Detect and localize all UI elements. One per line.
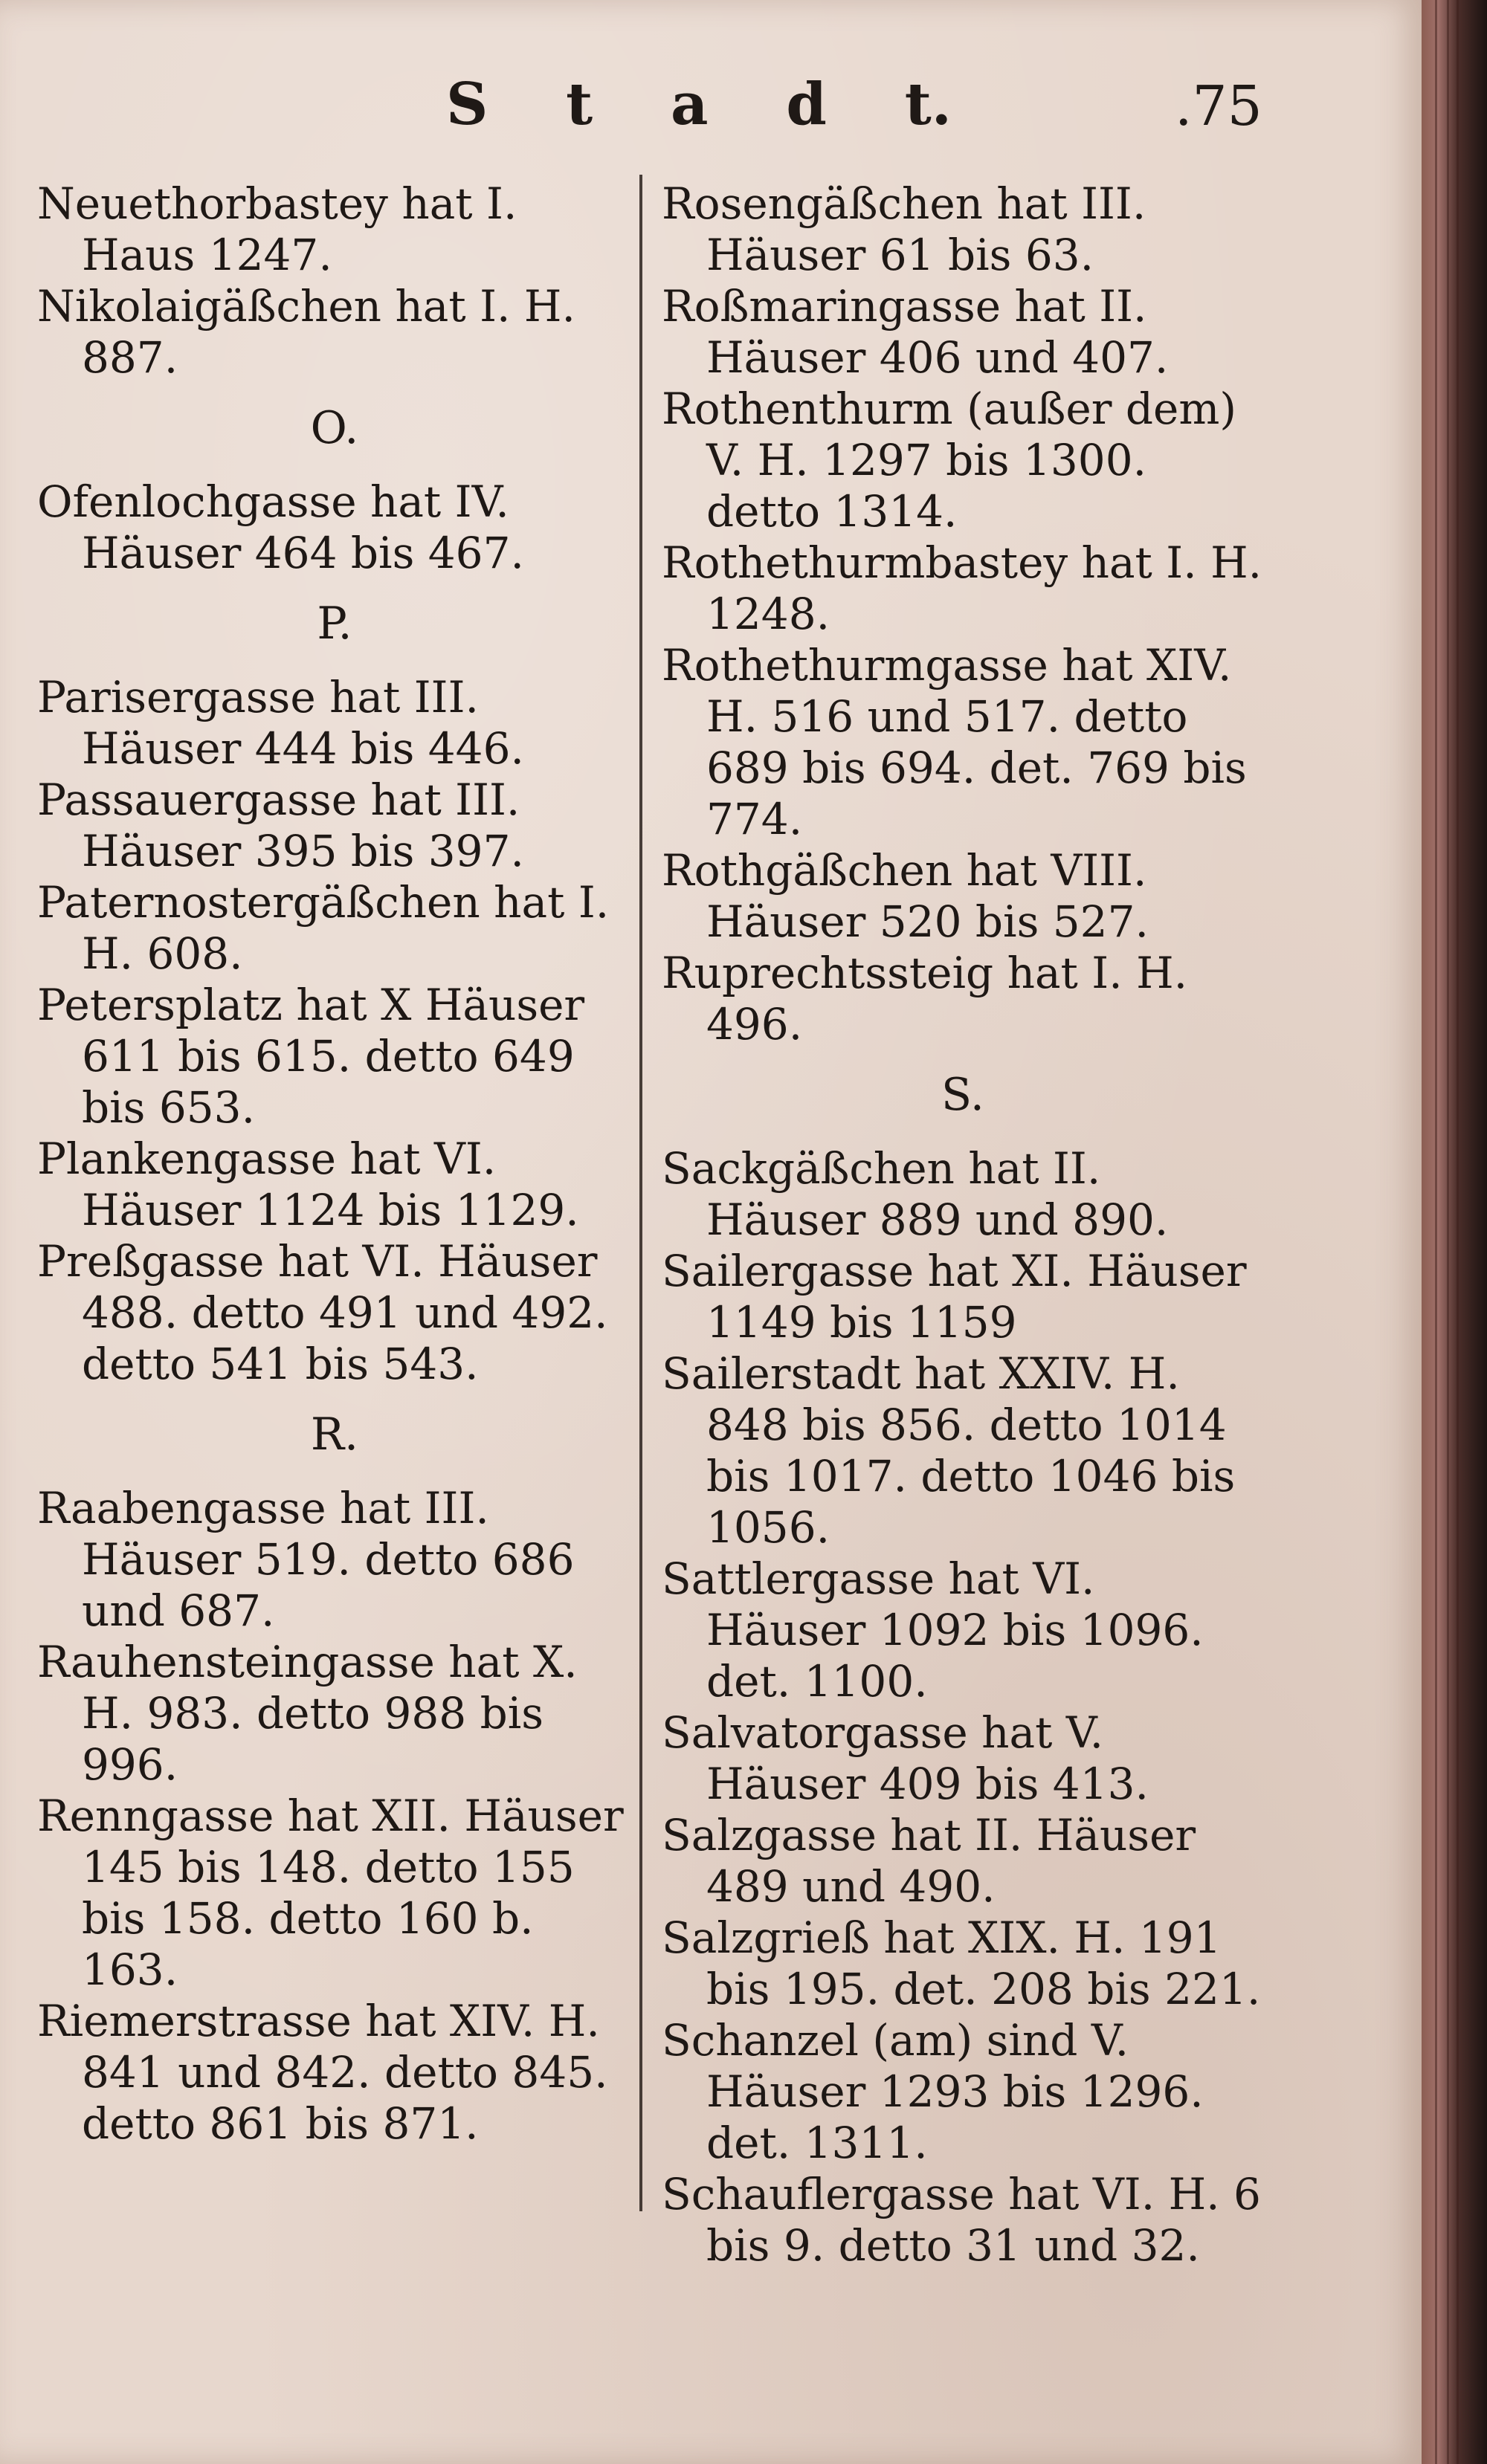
street-entry: Paternostergäßchen hat I. H. 608. bbox=[37, 877, 610, 979]
street-entry: Rosengäßchen hat III. Häuser 61 bis 63. bbox=[662, 178, 1146, 280]
section-letter: S. bbox=[941, 1069, 985, 1121]
street-entry: Neuethorbastey hat I. Haus 1247. bbox=[37, 178, 517, 280]
street-entry: Plankengasse hat VI. Häuser 1124 bis 1129. bbox=[37, 1134, 579, 1235]
page-edge bbox=[1422, 0, 1487, 2464]
street-entry: Renngasse hat XII. Häuser 145 bis 148. detto 155 bis 158. detto 160 b. 163. bbox=[37, 1791, 624, 1995]
street-entry: Rothethurmbastey hat I. H. 1248. bbox=[662, 537, 1262, 639]
street-entry: Salzgasse hat II. Häuser 489 und 490. bbox=[662, 1810, 1196, 1912]
street-entry: Schanzel (am) sind V. Häuser 1293 bis 1296. det. 1311. bbox=[662, 2015, 1204, 2168]
street-entry: Salzgrieß hat XIX. H. 191 bis 195. det. 208 bis 221. bbox=[662, 1912, 1261, 2014]
street-entry: Ruprechtssteig hat I. H. 496. bbox=[662, 948, 1188, 1050]
street-entry: Petersplatz hat X Häuser 611 bis 615. detto 649 bis 653. bbox=[37, 980, 585, 1133]
right-column bbox=[662, 178, 1264, 2271]
street-entry: Sailerstadt hat XXIV. H. 848 bis 856. detto 1014 bis 1017. detto 1046 bis 1056. bbox=[662, 1348, 1236, 1553]
running-title-letter: a bbox=[671, 71, 709, 138]
street-entry: Passauergasse hat III. Häuser 395 bis 397. bbox=[37, 775, 524, 876]
page-edge-line bbox=[1457, 0, 1459, 2464]
street-entry: Ofenlochgasse hat IV. Häuser 464 bis 467. bbox=[37, 476, 524, 578]
column-divider bbox=[639, 175, 642, 2211]
section-letter: R. bbox=[310, 1409, 359, 1461]
street-entry: Schauflergasse hat VI. H. 6 bis 9. detto 31 und 32. bbox=[662, 2169, 1261, 2271]
street-entry: Parisergasse hat III. Häuser 444 bis 446. bbox=[37, 672, 524, 774]
street-entry: Riemerstrasse hat XIV. H. 841 und 842. detto 845. detto 861 bis 871. bbox=[37, 1996, 608, 2149]
street-entry: Rothgäßchen hat VIII. Häuser 520 bis 527. bbox=[662, 845, 1149, 947]
page-edge-line bbox=[1435, 0, 1437, 2464]
page-number: .75 bbox=[1175, 74, 1262, 138]
street-entry: Raabengasse hat III. Häuser 519. detto 686 und 687. bbox=[37, 1483, 575, 1636]
running-title-letter: t bbox=[566, 71, 593, 138]
street-entry: Sailergasse hat XI. Häuser 1149 bis 1159 bbox=[662, 1246, 1247, 1348]
street-entry: Rothenthurm (außer dem) V. H. 1297 bis 1300. detto 1314. bbox=[662, 384, 1236, 537]
street-entry: Sattlergasse hat VI. Häuser 1092 bis 1096. det. 1100. bbox=[662, 1553, 1204, 1707]
page-edge-line bbox=[1447, 0, 1449, 2464]
street-entry: Nikolaigäßchen hat I. H. 887. bbox=[37, 281, 575, 383]
left-column bbox=[37, 178, 632, 2150]
street-entry: Preßgasse hat VI. Häuser 488. detto 491 und 492. detto 541 bis 543. bbox=[37, 1236, 608, 1389]
street-entry: Salvatorgasse hat V. Häuser 409 bis 413. bbox=[662, 1707, 1149, 1809]
running-title bbox=[446, 71, 952, 138]
street-entry: Rothethurmgasse hat XIV. H. 516 und 517. detto 689 bis 694. det. 769 bis 774. bbox=[662, 640, 1247, 844]
running-title-letter: t. bbox=[904, 71, 952, 138]
running-title-letter: S bbox=[446, 71, 488, 138]
street-entry: Roßmaringasse hat II. Häuser 406 und 407. bbox=[662, 281, 1169, 383]
section-letter: O. bbox=[310, 402, 359, 454]
section-letter: P. bbox=[317, 598, 352, 650]
street-entry: Sackgäßchen hat II. Häuser 889 und 890. bbox=[662, 1143, 1169, 1245]
street-entry: Rauhensteingasse hat X. H. 983. detto 988 bis 996. bbox=[37, 1637, 578, 1790]
running-title-letter: d bbox=[786, 71, 827, 138]
